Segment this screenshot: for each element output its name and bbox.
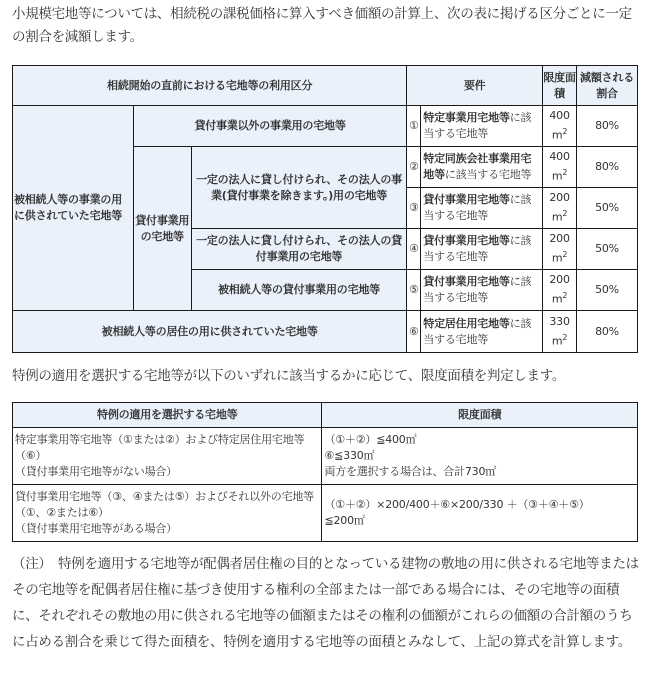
limit-area-cell: 200 $m^2$ xyxy=(543,270,577,311)
selected-land-cell: 特定事業用等宅地等（①または②）および特定居住用宅地等（⑥） （貸付事業用宅地等がない場合） xyxy=(13,428,322,485)
row-number: ⑥ xyxy=(407,311,421,353)
rate-cell: 50% xyxy=(577,188,638,229)
header-limit-area: 限度面積 xyxy=(543,66,577,106)
header-reduction-rate: 減額される割合 xyxy=(577,66,638,106)
group-lending-use: 貸付事業用の宅地等 xyxy=(133,147,191,311)
limit-area-explanation: 特例の適用を選択する宅地等が以下のいずれに該当するかに応じて、限度面積を判定します。 xyxy=(12,368,566,384)
limit-area-table xyxy=(12,402,638,542)
limit-area-cell: 400 $m^2$ xyxy=(543,147,577,188)
limit-area-cell: 400 $m^2$ xyxy=(543,106,577,147)
category-residential: 被相続人等の居住の用に供されていた宅地等 xyxy=(13,311,407,353)
rate-cell: 80% xyxy=(577,311,638,353)
row-number: ① xyxy=(407,106,421,147)
requirement-cell: 特定事業用宅地等に該当する宅地等 xyxy=(421,106,543,147)
requirement-cell: 貸付事業用宅地等に該当する宅地等 xyxy=(421,229,543,270)
selected-land-cell: 貸付事業用宅地等（③、④または⑤）およびそれ以外の宅地等（①、②または⑥） （貸付事業用宅地等がある場合） xyxy=(13,485,322,542)
reduction-table xyxy=(12,65,638,353)
rate-cell: 50% xyxy=(577,270,638,311)
rate-cell: 80% xyxy=(577,106,638,147)
limit-area-cell: 200 $m^2$ xyxy=(543,229,577,270)
header-limit-area: 限度面積 xyxy=(322,403,638,428)
row-number: ⑤ xyxy=(407,270,421,311)
requirement-cell: 貸付事業用宅地等に該当する宅地等 xyxy=(421,270,543,311)
row-number: ② xyxy=(407,147,421,188)
note-paragraph: （注） 特例を適用する宅地等が配偶者居住権の目的となっている建物の敷地の用に供される宅地等またはその宅地等を配偶者居住権に基づき使用する権利の全部または一部である場合には、その宅地等の面積に、それぞれその敷地の用に供される宅地等の価額またはその権利の価額がこれらの価額の合計額のうちに占める割合を乗じて得た面積を、特例を適用する宅地等の面積とみなして、上記の算式を計算します。 xyxy=(12,556,639,650)
requirement-cell: 特定同族会社事業用宅地等に該当する宅地等 xyxy=(421,147,543,188)
row-number: ③ xyxy=(407,188,421,229)
category-corporate-lending: 一定の法人に貸し付けられ、その法人の貸付事業用の宅地等 xyxy=(191,229,407,270)
limit-area-cell: 200 $m^2$ xyxy=(543,188,577,229)
rate-cell: 50% xyxy=(577,229,638,270)
category-corporate-business: 一定の法人に貸し付けられ、その法人の事業(貸付事業を除きます。)用の宅地等 xyxy=(191,147,407,229)
limit-formula-cell: （①＋②）×200/400＋⑥×200/330 ＋（③＋④＋⑤） ≦200㎡ xyxy=(322,485,638,542)
header-requirement: 要件 xyxy=(407,66,543,106)
category-non-lending: 貸付事業以外の事業用の宅地等 xyxy=(133,106,407,147)
requirement-cell: 特定居住用宅地等に該当する宅地等 xyxy=(421,311,543,353)
limit-formula-cell: （①＋②）≦400㎡ ⑥≦330㎡ 両方を選択する場合は、合計730㎡ xyxy=(322,428,638,485)
requirement-cell: 貸付事業用宅地等に該当する宅地等 xyxy=(421,188,543,229)
group-business-use: 被相続人等の事業の用に供されていた宅地等 xyxy=(13,106,134,311)
category-decedent-lending: 被相続人等の貸付事業用の宅地等 xyxy=(191,270,407,311)
header-selected-land: 特例の適用を選択する宅地等 xyxy=(13,403,322,428)
intro-paragraph: 小規模宅地等については、相続税の課税価格に算入すべき価額の計算上、次の表に掲げる区分ごとに一定の割合を減額します。 xyxy=(12,6,632,45)
header-category: 相続開始の直前における宅地等の利用区分 xyxy=(13,66,407,106)
rate-cell: 80% xyxy=(577,147,638,188)
row-number: ④ xyxy=(407,229,421,270)
limit-area-cell: 330 $m^2$ xyxy=(543,311,577,353)
